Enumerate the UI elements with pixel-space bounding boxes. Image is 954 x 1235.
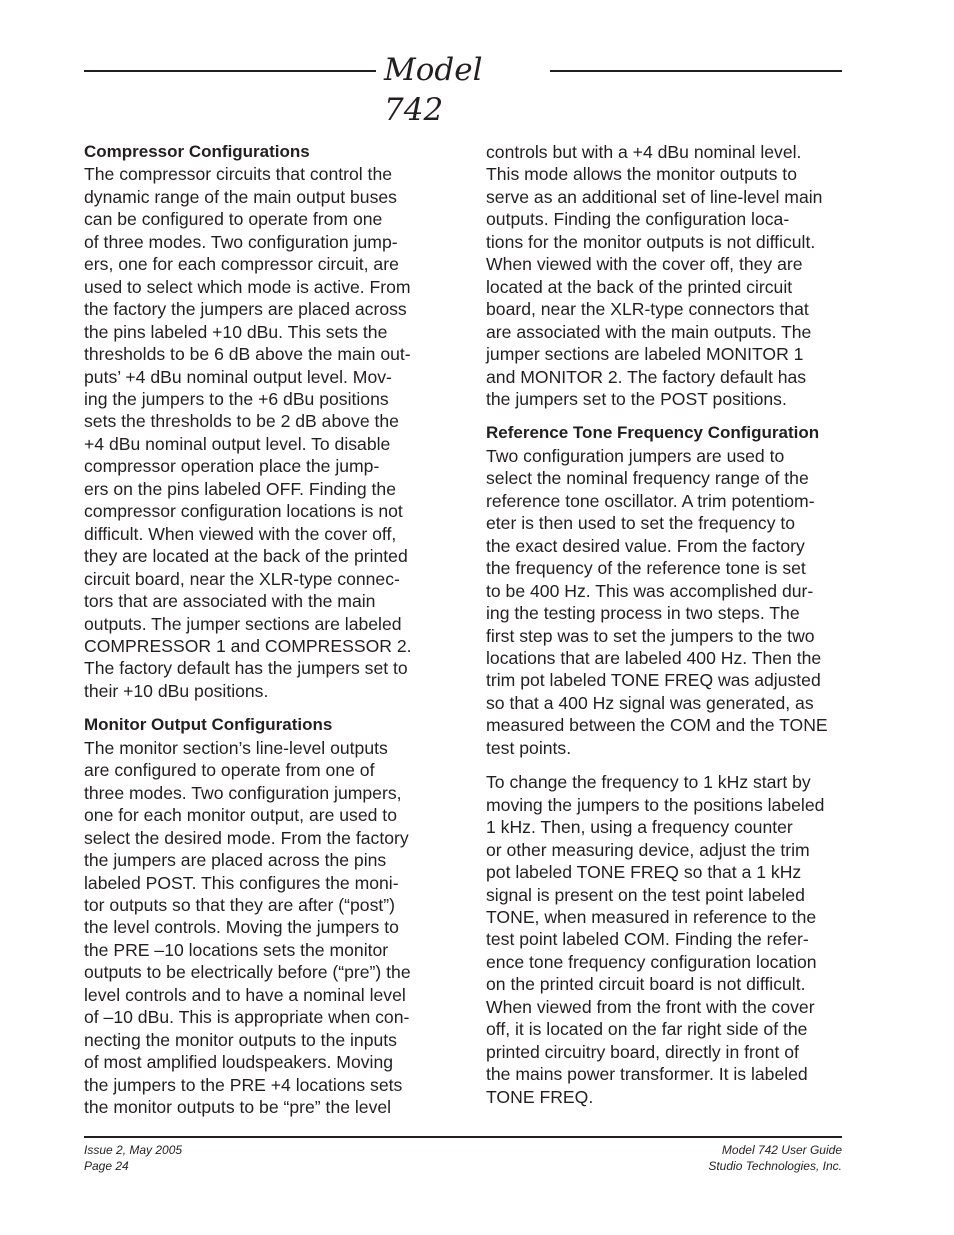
monitor-output-heading: Monitor Output Configurations	[84, 715, 333, 735]
compressor-text: The compressor circuits that control the dynamic range of the main output buses can be configured to operate from one of three modes. Two configuration jump- ers, one for each compressor circuit, are used to select which mode is active. From the factory the jumpers are placed across the pins labeled +10 dBu. This sets the thresholds to be 6 dB above the main out- puts’ +4 dBu nominal output level. Mov- ing the jumpers to the +6 dBu positions sets the thresholds to be 2 dB above the +4 dBu nominal output level. To disable compressor operation place the jump- ers on the pins labeled OFF. Finding the compressor configuration locations is not difficult. When viewed with the cover off, they are located at the back of the printed circuit board, near the XLR-type connec- tors that are associated with the main outputs. The jumper sections are labeled COMPRESSOR 1 and COMPRESSOR 2. The factory default has the jumpers set to their +10 dBu positions.	[84, 164, 412, 701]
compressor-heading: Compressor Configurations	[84, 142, 310, 161]
left-column	[84, 141, 452, 1118]
monitor-output-text: The monitor section’s line-level outputs are configured to operate from one of three modes. Two configuration jumpers, one for each monitor output, are used to select the desired mode. From the factory the jumpers are placed across the pins labeled POST. This configures the moni- tor outputs so that they are after (“post”) the level controls. Moving the jumpers to the PRE –10 locations sets the monitor outputs to be electrically before (“pre”) the level controls and to have a nominal level of –10 dBu. This is appropriate when con- necting the monitor outputs to the inputs of most amplified loudspeakers. Moving the jumpers to the PRE +4 locations sets the monitor outputs to be “pre” the level	[84, 737, 411, 1118]
footer-rule	[84, 1136, 842, 1138]
footer-issue-page: Issue 2, May 2005 Page 24	[84, 1143, 183, 1173]
reference-tone-text: Two configuration jumpers are used to select the nominal frequency range of the reference tone oscillator. A trim potentiom- eter is then used to set the frequency to the exact desired value. From the factory the frequency of the reference tone is set to be 400 Hz. This was accomplished dur- ing the testing process in two steps. The first step was to set the jumpers to the two locations that are labeled 400 Hz. Then the trim pot labeled TONE FREQ was adjusted so that a 400 Hz signal was generated, as measured between the COM and the TONE test points.	[486, 445, 828, 758]
reference-tone-heading: Reference Tone Frequency Configuration	[486, 423, 820, 443]
footer-guide-company: Model 742 User Guide Studio Technologies, Inc.	[708, 1143, 842, 1173]
header-rule-left	[84, 70, 376, 72]
right-column	[486, 141, 854, 1108]
monitor-output-continued-text: controls but with a +4 dBu nominal level. This mode allows the monitor outputs to serve as an additional set of line-level main outputs. Finding the configuration loca- tions for the monitor outputs is not difficult. When viewed with the cover off, they are located at the back of the printed circuit board, near the XLR-type connectors that are associated with the main outputs. The jumper sections are labeled MONITOR 1 and MONITOR 2. The factory default has the jumpers set to the POST positions.	[486, 142, 823, 409]
page-title: Model 742	[384, 52, 483, 128]
header-rule-right	[550, 70, 842, 72]
frequency-change-text: To change the frequency to 1 kHz start by moving the jumpers to the positions labeled 1 kHz. Then, using a frequency counter or other measuring device, adjust the trim pot labeled TONE FREQ so that a 1 kHz signal is present on the test point labeled TONE, when measured in reference to the test point labeled COM. Finding the refer- ence tone frequency configuration location on the printed circuit board is not difficult. When viewed from the front with the cover off, it is located on the far right side of the printed circuitry board, directly in front of the mains power transformer. It is labeled TONE FREQ.	[486, 772, 825, 1107]
page-header	[84, 50, 842, 128]
